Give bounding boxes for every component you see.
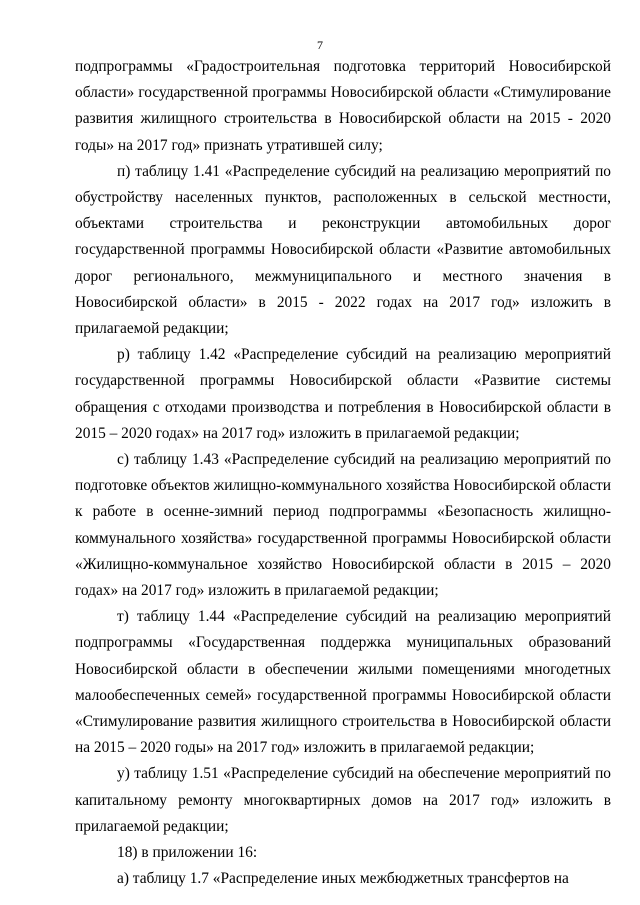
page-number: 7 <box>317 38 323 52</box>
paragraph-continuation: подпрограммы «Градостроительная подготовка территорий Новосибирской области» государственной программы Новосибирской области «Стимулирование развития жилищного строительства в Новосибирской области на 2015 - 2020 годы» на 2017 год» признать утратившей силу; <box>75 58 611 154</box>
document-body <box>75 54 611 893</box>
paragraph-item-18: 18) в приложении 16: <box>117 844 258 862</box>
paragraph-item-t: т) таблицу 1.44 «Распределение субсидий на реализацию мероприятий подпрограммы «Государственная поддержка муниципальных образований Новосибирской области в обеспечении жилыми помещениями многодетных малообеспеченных семей» государственной программы Новосибирской области «Стимулирование развития жилищного строительства в Новосибирской области на 2015 – 2020 годы» на 2017 год» изложить в прилагаемой редакции; <box>75 608 611 757</box>
paragraph-item-s: с) таблицу 1.43 «Распределение субсидий на реализацию мероприятий по подготовке объектов жилищно-коммунального хозяйства Новосибирской области к работе в осенне-зимний период подпрограммы «Безопасность жилищно-коммунального хозяйства» государственной программы Новосибирской области «Жилищно-коммунальное хозяйство Новосибирской области в 2015 – 2020 годах» на 2017 год» изложить в прилагаемой редакции; <box>75 451 611 600</box>
paragraph-item-a: а) таблицу 1.7 «Распределение иных межбюджетных трансфертов на <box>117 870 569 888</box>
paragraph-item-r: р) таблицу 1.42 «Распределение субсидий на реализацию мероприятий государственной программы Новосибирской области «Развитие системы обращения с отходами производства и потребления в Новосибирской области в 2015 – 2020 годах» на 2017 год» изложить в прилагаемой редакции; <box>75 346 611 442</box>
paragraph-item-u: у) таблицу 1.51 «Распределение субсидий на обеспечение мероприятий по капитальному ремонту многоквартирных домов на 2017 год» изложить в прилагаемой редакции; <box>75 765 611 835</box>
paragraph-item-p: п) таблицу 1.41 «Распределение субсидий на реализацию мероприятий по обустройству населенных пунктов, расположенных в сельской местности, объектами строительства и реконструкции автомобильных дорог государственной программы Новосибирской области «Развитие автомобильных дорог регионального, межмуниципального и местного значения в Новосибирской области» в 2015 - 2022 годах на 2017 год» изложить в прилагаемой редакции; <box>75 162 611 338</box>
